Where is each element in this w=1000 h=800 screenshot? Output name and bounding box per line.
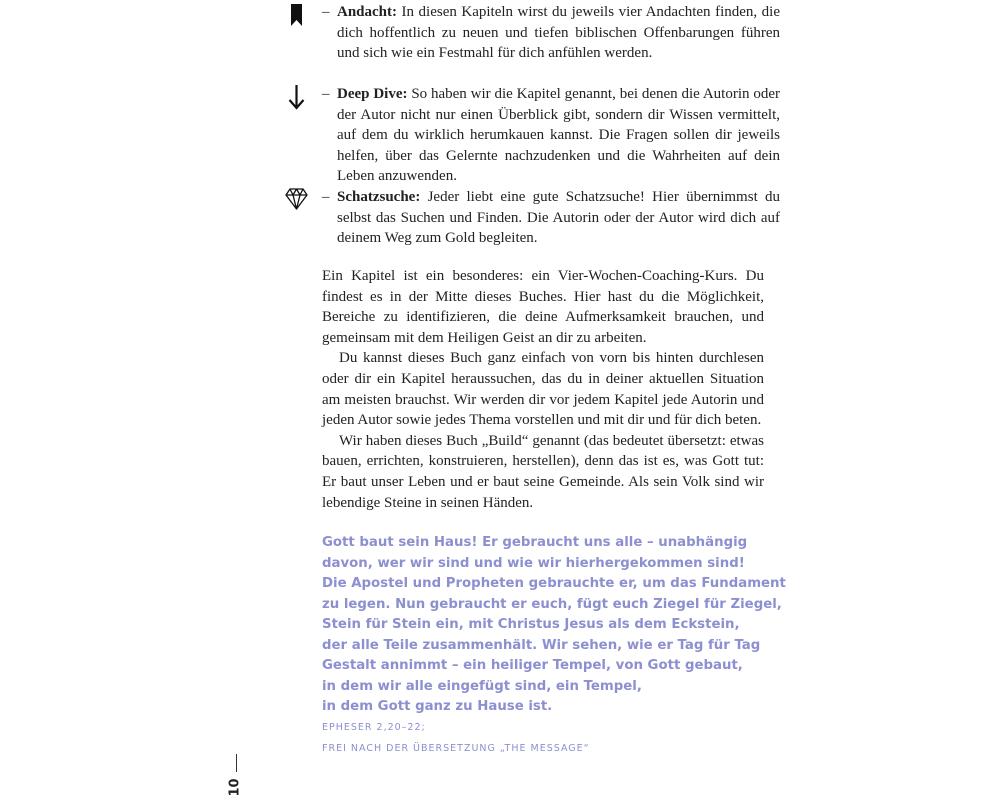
bookmark-icon — [280, 2, 312, 28]
quote-line: in dem Gott ganz zu Hause ist. — [322, 699, 553, 714]
quote-line: der alle Teile zusammenhält. Wir sehen, wie er Tag für Tag — [322, 637, 761, 653]
legend-text: – Andacht: In diesen Kapiteln wirst du jeweils vier Andachten finden, die dich hoffentlich zu neuen und tiefen biblischen Offenbarungen führen und sich wie ein Festmahl für dich anfühlen werden. — [322, 4, 780, 62]
quote-line: Stein für Stein ein, mit Christus Jesus als dem Eckstein, — [322, 617, 740, 632]
legend-description: So haben wir die Kapitel genannt, bei denen die Autorin oder der Autor nicht nur einen Überblick gibt, sondern dir Wissen vermittelt, auf dem du wirklich herumkauen kannst. Die Fragen sollen dir jeweils helfen, über das Gelernte nachzudenken und die Wahrheiten auf dein Leben anzuwenden. — [337, 86, 780, 185]
paragraph: Ein Kapitel ist ein besonderes: ein Vier-Wochen-Coaching-Kurs. Du findest es in der Mitte dieses Buches. Hier hast du die Möglichkeit, Bereiche zu identifizieren, die deine Aufmerksamkeit brauchen, und gemeinsam mit dem Heiligen Geist an dir zu arbeiten. — [322, 268, 764, 346]
quote-translation-note: FREI NACH DER ÜBERSETZUNG „THE MESSAGE“ — [322, 743, 590, 754]
quote-line: in dem wir alle eingefügt sind, ein Tempel, — [322, 678, 642, 694]
quote-line: Die Apostel und Propheten gebrauchte er, um das Fundament — [322, 576, 786, 591]
paragraph: Wir haben dieses Buch „Build“ genannt (das bedeutet übersetzt: etwas bauen, errichten, konstruieren, herstellen), denn das ist es, was Gott tut: Er baut unser Leben und er baut seine Gemeinde. Als sein Volk sind wir lebendige Steine in seinen Händen. — [322, 432, 764, 511]
paragraph: Du kannst dieses Buch ganz einfach von vorn bis hinten durchlesen oder dir ein Kapitel heraussuchen, das du in deiner aktuellen Situation am meisten brauchst. Wir werden dir vor jedem Kapitel jede Autorin und jeden Autor sowie jedes Thema vorstellen und mit dir und für dich beten. — [322, 350, 764, 429]
legend-description: Jeder liebt eine gute Schatzsuche! Hier übernimmst du selbst das Suchen und Finden. Die Autorin oder der Autor wird dich auf deinem Weg zum Gold begleiten. — [337, 189, 780, 247]
page-number: 10 — [227, 778, 243, 797]
quote-line: zu legen. Nun gebraucht er euch, fügt euch Ziegel für Ziegel, — [322, 596, 782, 612]
quote-line: Gestalt annimmt – ein heiliger Tempel, von Gott gebaut, — [322, 658, 743, 673]
legend-term: Andacht: — [337, 4, 398, 20]
quote-line: Gott baut sein Haus! Er gebraucht uns alle – unabhängig — [322, 535, 748, 550]
legend-term: Deep Dive: — [337, 86, 408, 102]
body-text — [322, 266, 764, 513]
diamond-icon — [280, 187, 312, 213]
arrow-down-icon — [280, 84, 312, 110]
quote-reference: EPHESER 2,20–22; — [322, 722, 426, 733]
legend-text: – Deep Dive: So haben wir die Kapitel genannt, bei denen die Autorin oder der Autor nicht nur einen Überblick gibt, sondern dir Wissen vermittelt, auf dem du wirklich herumkauen kannst. Die Fragen sollen dir jeweils helfen, über das Gelernte nachzudenken und die Wahrheiten auf dein Leben anzuwenden. — [322, 86, 780, 185]
legend-term: Schatzsuche: — [337, 189, 421, 205]
legend-description: In diesen Kapiteln wirst du jeweils vier Andachten finden, die dich hoffentlich zu neuen und tiefen biblischen Offenbarungen führen und sich wie ein Festmahl für dich anfühlen werden. — [337, 4, 780, 62]
quote-line: davon, wer wir sind und wie wir hierhergekommen sind! — [322, 555, 745, 571]
bible-quote — [322, 533, 786, 718]
legend-text: – Schatzsuche: Jeder liebt eine gute Schatzsuche! Hier übernimmst du selbst das Suchen und Finden. Die Autorin oder der Autor wird dich auf deinem Weg zum Gold begleiten. — [322, 189, 780, 247]
page-number-rule — [236, 754, 237, 772]
